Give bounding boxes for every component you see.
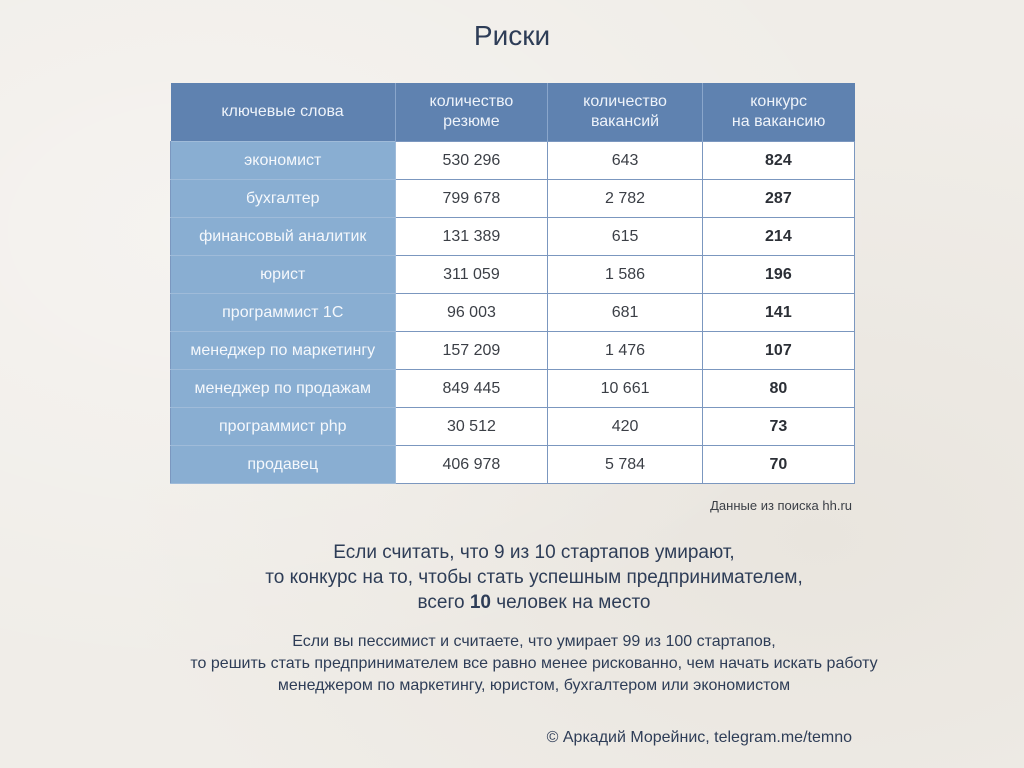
conclusion-line-3-before: всего [417, 592, 470, 613]
cell-resumes: 157 209 [395, 332, 548, 370]
header-keywords [171, 83, 396, 142]
pessimist-note [0, 631, 1024, 697]
table-row [171, 332, 855, 370]
note-line-3: менеджером по маркетингу, юристом, бухгалтером или экономистом [277, 677, 791, 694]
cell-competition: 214 [702, 218, 854, 256]
cell-competition: 824 [702, 142, 854, 180]
cell-competition: 73 [702, 408, 854, 446]
table-row [171, 294, 855, 332]
note-line-2: то решить стать предпринимателем все равно менее рискованно, чем начать искать работу [190, 655, 878, 672]
cell-resumes: 530 296 [395, 142, 548, 180]
table-row [171, 446, 855, 484]
conclusion-line-2: то конкурс на то, чтобы стать успешным предпринимателем, [265, 567, 803, 588]
table-row [171, 370, 855, 408]
conclusion-highlight-number: 10 [469, 592, 491, 613]
cell-vacancies: 643 [548, 142, 702, 180]
cell-keyword: программист 1С [171, 294, 396, 332]
cell-resumes: 131 389 [395, 218, 548, 256]
cell-vacancies: 10 661 [548, 370, 702, 408]
cell-competition: 287 [702, 180, 854, 218]
note-line-1: Если вы пессимист и считаете, что умирает 99 из 100 стартапов, [292, 633, 776, 650]
header-vacancies [548, 83, 702, 142]
header-resumes-label: количество резюме [429, 93, 514, 130]
cell-resumes: 311 059 [395, 256, 548, 294]
cell-keyword: менеджер по маркетингу [171, 332, 396, 370]
cell-keyword: финансовый аналитик [171, 218, 396, 256]
cell-competition: 80 [702, 370, 854, 408]
table-header-row [171, 83, 855, 142]
cell-keyword: юрист [171, 256, 396, 294]
cell-vacancies: 2 782 [548, 180, 702, 218]
conclusion-line-1: Если считать, что 9 из 10 стартапов умирают, [333, 542, 735, 563]
conclusion-text [0, 540, 1024, 615]
cell-keyword: продавец [171, 446, 396, 484]
slide-title: Риски [473, 20, 551, 51]
cell-vacancies: 615 [548, 218, 702, 256]
cell-resumes: 799 678 [395, 180, 548, 218]
table-row [171, 218, 855, 256]
risk-table [170, 83, 855, 484]
cell-resumes: 406 978 [395, 446, 548, 484]
cell-competition: 196 [702, 256, 854, 294]
cell-competition: 141 [702, 294, 854, 332]
cell-competition: 107 [702, 332, 854, 370]
cell-vacancies: 681 [548, 294, 702, 332]
cell-resumes: 96 003 [395, 294, 548, 332]
cell-keyword: экономист [171, 142, 396, 180]
copyright-text: © Аркадий Морейнис, telegram.me/temno [546, 729, 852, 746]
source-note: Данные из поиска hh.ru [710, 498, 852, 513]
cell-keyword: бухгалтер [171, 180, 396, 218]
header-vacancies-label: количество вакансий [583, 93, 667, 130]
cell-vacancies: 1 476 [548, 332, 702, 370]
header-keywords-label: ключевые слова [221, 103, 344, 120]
header-resumes [395, 83, 548, 142]
table-row [171, 180, 855, 218]
cell-vacancies: 1 586 [548, 256, 702, 294]
header-competition [702, 83, 854, 142]
cell-competition: 70 [702, 446, 854, 484]
conclusion-line-3 [0, 590, 1024, 615]
conclusion-line-3-after: человек на место [490, 592, 651, 613]
cell-vacancies: 420 [548, 408, 702, 446]
cell-vacancies: 5 784 [548, 446, 702, 484]
table-row [171, 142, 855, 180]
table-row [171, 256, 855, 294]
header-competition-label: конкурс на вакансию [731, 93, 826, 130]
table-row [171, 408, 855, 446]
cell-keyword: программист php [171, 408, 396, 446]
cell-resumes: 849 445 [395, 370, 548, 408]
cell-resumes: 30 512 [395, 408, 548, 446]
cell-keyword: менеджер по продажам [171, 370, 396, 408]
